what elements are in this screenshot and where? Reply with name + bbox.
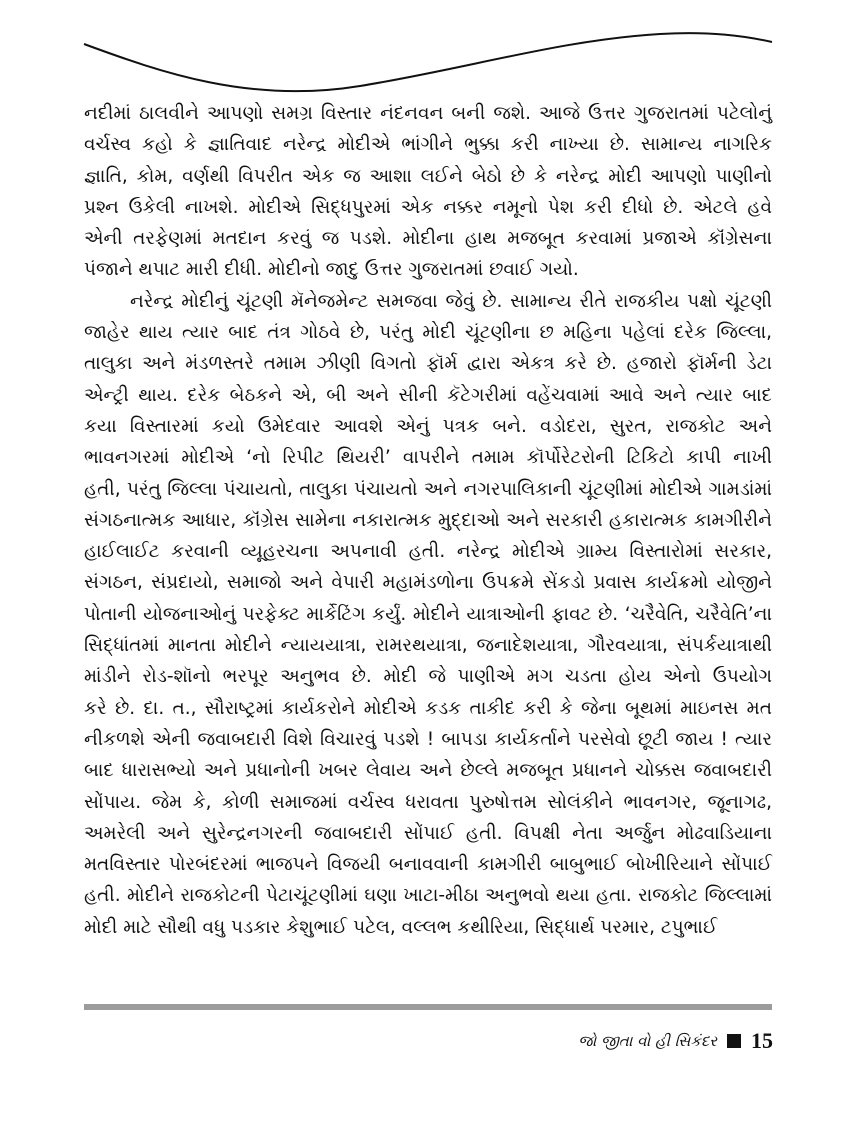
text-line: કયા વિસ્તારમાં કયો ઉમેદવાર આવશે એનું પત્રક બને. વડોદરા, સુરત, રાજકોટ અને <box>84 415 772 437</box>
paragraph <box>84 286 772 943</box>
text-line: નદીમાં ઠાલવીને આપણો સમગ્ર વિસ્તાર નંદનવન બની જશે. આજે ઉત્તર ગુજરાતમાં પટેલોનું <box>84 103 772 124</box>
square-bullet-icon <box>727 1034 741 1048</box>
text-line: પંજાને થપાટ મારી દીધી. મોદીનો જાદુ ઉત્તર ગુજરાતમાં છવાઈ ગયો. <box>84 259 579 281</box>
text-line: નરેન્દ્ર મોદીનું ચૂંટણી મૅનેજમેન્ટ સમજવા જેવું છે. સામાન્ય રીતે રાજકીય પક્ષો ચૂંટણી <box>130 290 772 312</box>
paragraph <box>84 98 772 286</box>
page-number: 15 <box>751 1028 773 1053</box>
text-line: મોદી માટે સૌથી વધુ પડકાર કેશુભાઈ પટેલ, વલ્લભ કથીરિયા, સિદ્ધાર્થ પરમાર, ટપુભાઈ <box>84 916 718 938</box>
text-line: મતવિસ્તાર પોરબંદરમાં ભાજપને વિજયી બનાવવાની કામગીરી બાબુભાઈ બોખીરિયાને સોંપાઈ <box>84 854 772 876</box>
text-line: એની તરફેણમાં મતદાન કરવું જ પડશે. મોદીના હાથ મજબૂત કરવામાં પ્રજાએ કૉંગ્રેસના <box>84 228 772 250</box>
page-footer <box>578 1026 773 1056</box>
text-line: પોતાની યોજનાઓનું પરફેક્ટ માર્કેટિંગ કર્યું. મોદીને યાત્રાઓની ફાવટ છે. ‘ચરૈવેતિ, ચરૈવેતિ’ના <box>84 603 772 625</box>
text-line: પ્રશ્ન ઉકેલી નાખશે. મોદીએ સિદ્ધપુરમાં એક નક્કર નમૂનો પેશ કરી દીધો છે. એટલે હવે <box>84 196 772 218</box>
text-line: જાહેર થાય ત્યાર બાદ તંત્ર ગોઠવે છે, પરંતુ મોદી ચૂંટણીના છ મહિના પહેલાં દરેક જિલ્લા, <box>84 322 772 344</box>
text-line: કરે છે. દા. ત., સૌરાષ્ટ્રમાં કાર્યકરોને મોદીએ કડક તાકીદ કરી કે જેના બૂથમાં માઇનસ મત <box>84 697 772 719</box>
footer-rule <box>84 1004 772 1010</box>
text-line: સિદ્ધાંતમાં માનતા મોદીને ન્યાયયાત્રા, રામરથયાત્રા, જનાદેશયાત્રા, ગૌરવયાત્રા, સંપર્કયાત્રાથી <box>84 635 772 657</box>
text-line: હાઈલાઈટ કરવાની વ્યૂહરચના અપનાવી હતી. નરેન્દ્ર મોદીએ ગ્રામ્ય વિસ્તારોમાં સરકાર, <box>84 541 772 563</box>
text-line: જ્ઞાતિ, કોમ, વર્ણથી વિપરીત એક જ આશા લઈને બેઠો છે કે નરેન્દ્ર મોદી આપણો પાણીનો <box>84 165 772 187</box>
text-line: વર્ચસ્વ કહો કે જ્ઞાતિવાદ નરેન્દ્ર મોદીએ ભાંગીને ભુક્કા કરી નાખ્યા છે. સામાન્ય નાગરિક <box>84 134 772 156</box>
text-line: સોંપાય. જેમ કે, કોળી સમાજમાં વર્ચસ્વ ધરાવતા પુરુષોત્તમ સોલંકીને ભાવનગર, જૂનાગઢ, <box>84 791 772 813</box>
text-line: નીકળશે એની જવાબદારી વિશે વિચારવું પડશે ! બાપડા કાર્યકર્તાને પરસેવો છૂટી જાય ! ત્યાર <box>84 728 772 750</box>
text-line: હતી. મોદીને રાજકોટની પેટાચૂંટણીમાં ઘણા ખાટા-મીઠા અનુભવો થયા હતા. રાજકોટ જિલ્લામાં <box>84 885 772 907</box>
text-line: હતી, પરંતુ જિલ્લા પંચાયતો, તાલુકા પંચાયતો અને નગરપાલિકાની ચૂંટણીમાં મોદીએ ગામડાંમાં <box>84 478 772 500</box>
text-line: સંગઠન, સંપ્રદાયો, સમાજો અને વેપારી મહામંડળોના ઉપક્રમે સેંકડો પ્રવાસ કાર્યક્રમો યોજીને <box>84 572 772 594</box>
text-line: માંડીને રોડ-શૉનો ભરપૂર અનુભવ છે. મોદી જે પાણીએ મગ ચડતા હોય એનો ઉપયોગ <box>84 666 772 688</box>
text-line: અમરેલી અને સુરેન્દ્રનગરની જવાબદારી સોંપાઈ હતી. વિપક્ષી નેતા અર્જુન મોઢવાડિયાના <box>84 822 772 844</box>
text-line: બાદ ધારાસભ્યો અને પ્રધાનોની ખબર લેવાય અને છેલ્લે મજબૂત પ્રધાનને ચોક્કસ જવાબદારી <box>84 760 772 782</box>
text-line: તાલુકા અને મંડળસ્તરે તમામ ઝીણી વિગતો ફૉર્મ દ્વારા એકત્ર કરે છે. હજારો ફૉર્મની ડેટા <box>84 353 772 375</box>
text-line: ભાવનગરમાં મોદીએ ‘નો રિપીટ થિયરી’ વાપરીને તમામ કૉર્પોરેટરોની ટિકિટો કાપી નાખી <box>84 447 772 469</box>
text-line: એન્ટ્રી થાય. દરેક બેઠકને એ, બી અને સીની કૅટેગરીમાં વહેંચવામાં આવે અને ત્યાર બાદ <box>84 384 772 406</box>
body-text <box>84 98 772 943</box>
text-line: સંગઠનાત્મક આધાર, કૉંગ્રેસ સામેના નકારાત્મક મુદ્દાઓ અને સરકારી હકારાત્મક કામગીરીને <box>84 509 772 531</box>
book-title: જો જીતા વો હી સિકંદર <box>578 1032 717 1050</box>
header-wave-ornament <box>0 0 855 110</box>
